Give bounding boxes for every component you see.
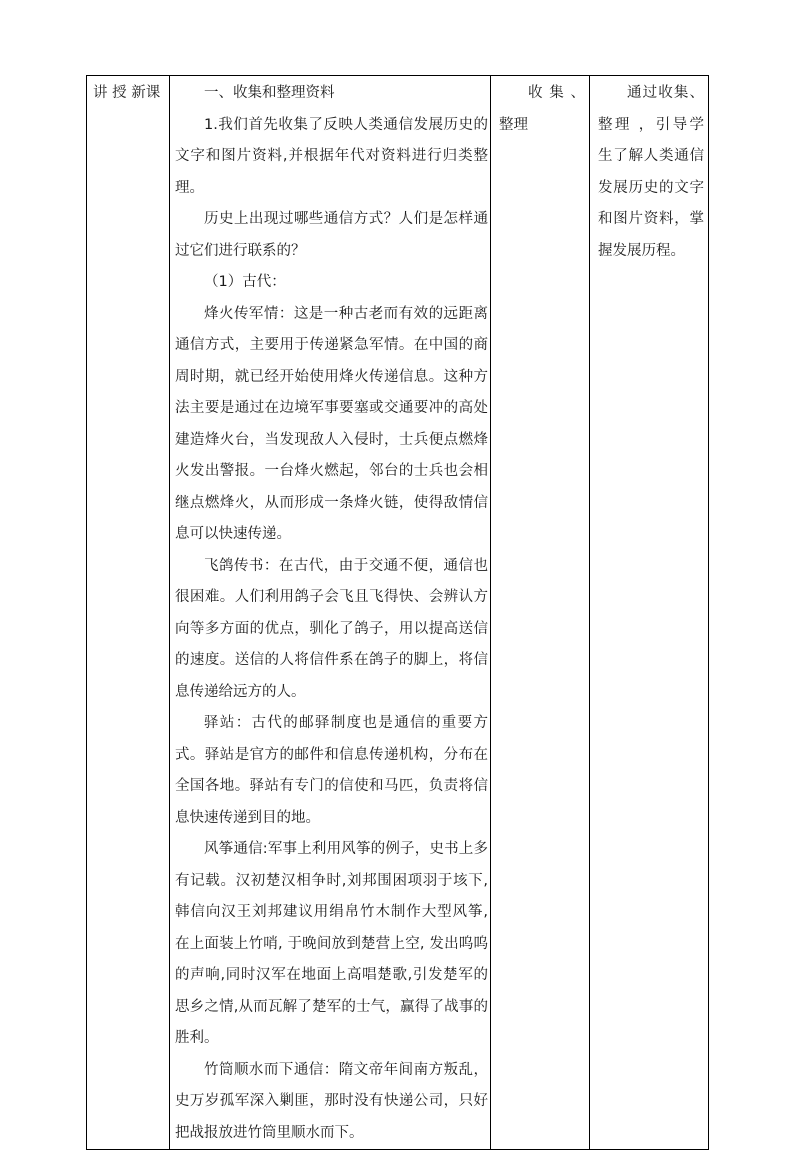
table-row <box>87 76 709 1150</box>
paragraph: 烽火传军情：这是一种古老而有效的远距离通信方式，主要用于传递紧急军情。在中国的商周时期，就已经开始使用烽火传递信息。这种方法主要是通过在边境军事要塞或交通要冲的高处建造烽火台，当发现敌人入侵时，士兵便点燃烽火发出警报。一台烽火燃起，邻台的士兵也会相继点燃烽火，从而形成一条烽火链，使得敌情信息可以快速传递。 <box>175 305 488 542</box>
section-heading: 一、收集和整理资料 <box>204 85 335 101</box>
paragraph: 1.我们首先收集了反映人类通信发展历史的文字和图片资料,并根据年代对资料进行归类整理。 <box>175 116 488 196</box>
stage-label: 讲 授 新课 <box>93 85 161 101</box>
paragraph: 驿站：古代的邮驿制度也是通信的重要方式。驿站是官方的邮件和信息传递机构，分布在全国各地。驿站有专门的信使和马匹，负责将信息快速传递到目的地。 <box>175 715 488 826</box>
student-activity-cell <box>491 76 590 1150</box>
paragraph: （1）古代： <box>204 274 286 290</box>
lesson-plan-table <box>86 75 709 1150</box>
student-activity-text: 收集、整理 <box>499 85 585 133</box>
paragraph: 风筝通信:军事上利用风筝的例子，史书上多有记载。汉初楚汉相争时,刘邦围困项羽于垓下,韩信向汉王刘邦建议用绢帛竹木制作大型风筝, 在上面装上竹哨, 于晚间放到楚营上空, 发出呜呜的声响,同时汉军在地面上高唱楚歌,引发楚军的思乡之情,从而瓦解了楚军的士气，赢得了战事的胜利。 <box>175 841 488 1046</box>
stage-cell <box>87 76 170 1150</box>
paragraph: 飞鸽传书：在古代，由于交通不便，通信也很困难。人们利用鸽子会飞且飞得快、会辨认方向等多方面的优点，驯化了鸽子，用以提高送信的速度。送信的人将信件系在鸽子的脚上，将信息传递给远方的人。 <box>175 557 488 700</box>
content-cell <box>170 76 491 1150</box>
content-text <box>170 76 490 1149</box>
paragraph: 历史上出现过哪些通信方式？人们是怎样通过它们进行联系的？ <box>175 211 488 259</box>
design-intent-cell <box>590 76 709 1150</box>
paragraph: 竹筒顺水而下通信：隋文帝年间南方叛乱，史万岁孤军深入剿匪，那时没有快递公司，只好把战报放进竹筒里顺水而下。 <box>175 1061 488 1141</box>
design-intent-text: 通过收集、整理 ，引导学生了解人类通信发展历史的文字和图片资料，掌握发展历程。 <box>598 85 704 259</box>
